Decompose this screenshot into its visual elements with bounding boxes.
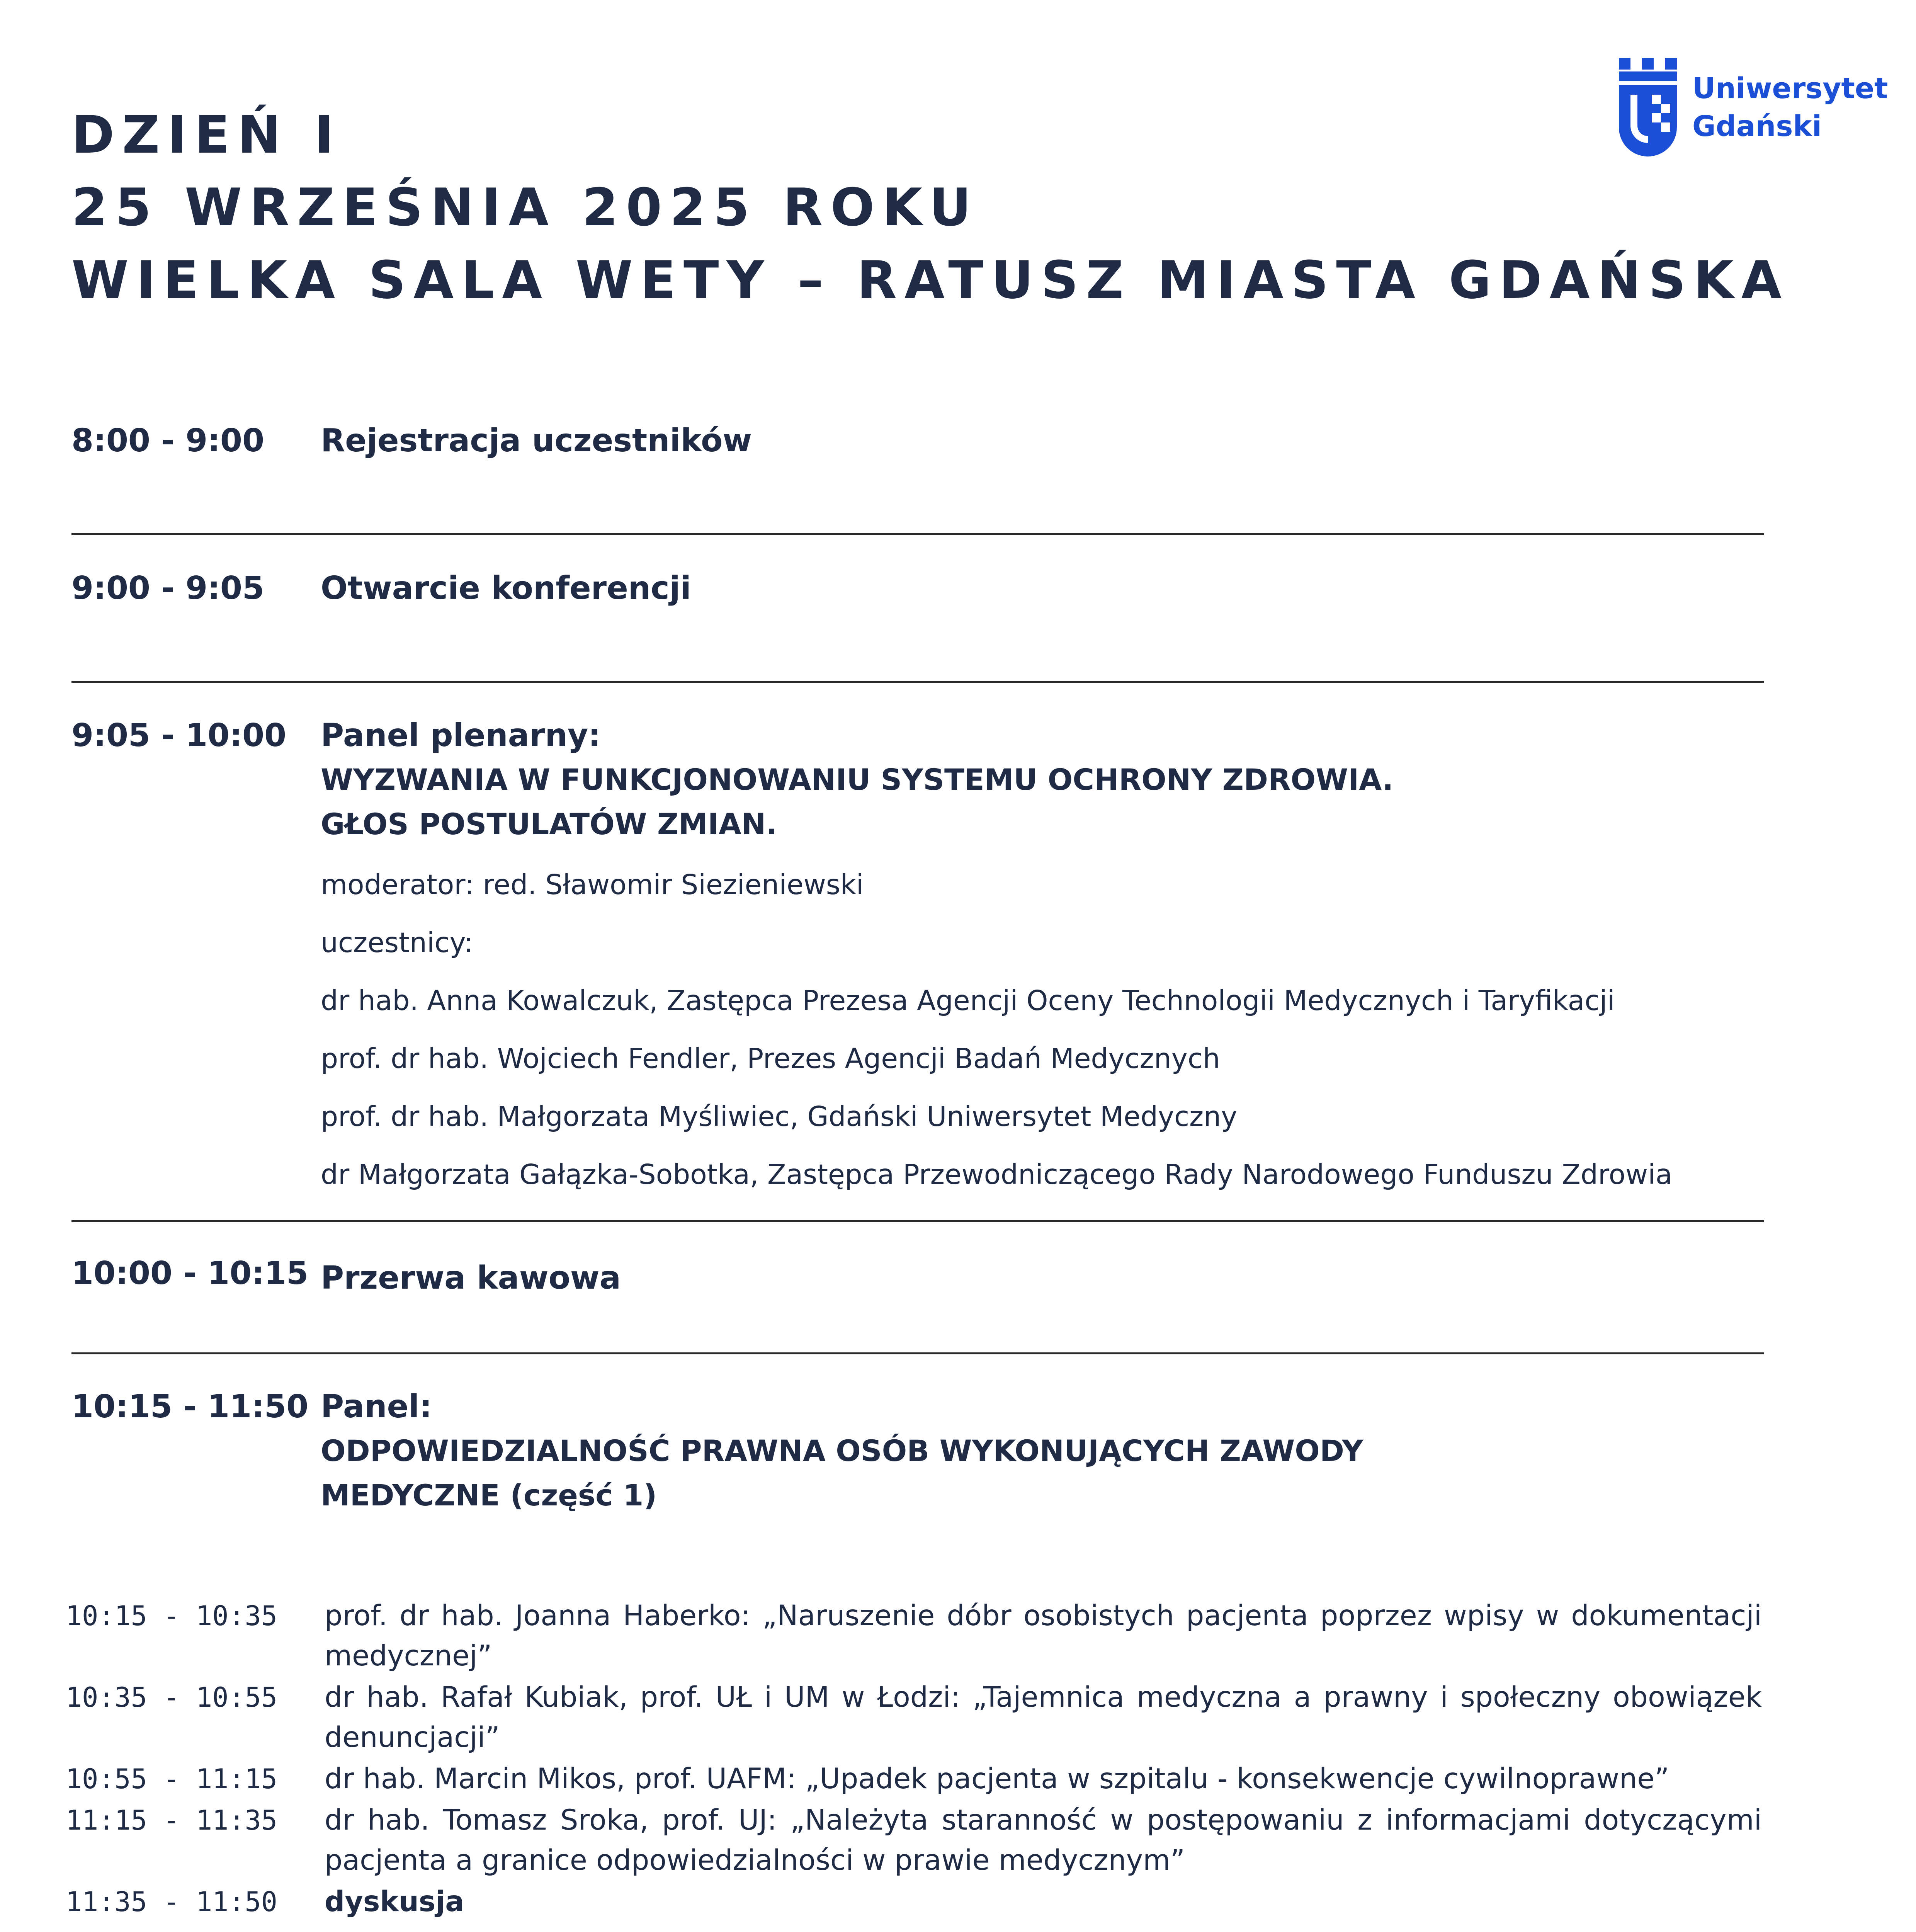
schedule-title: Panel plenarny:	[321, 717, 601, 754]
talk-text: dr hab. Rafał Kubiak, prof. UŁ i UM w Łodzi: „Tajemnica medyczna a prawny i społeczny obowiązek denuncjacji”	[325, 1681, 1762, 1754]
talk-text: prof. dr hab. Joanna Haberko: „Naruszenie dóbr osobistych pacjenta poprzez wpisy w dokumentacji medycznej”	[325, 1599, 1762, 1672]
participant-line: dr Małgorzata Gałązka-Sobotka, Zastępca Przewodniczącego Rady Narodowego Funduszu Zdrowia	[321, 1158, 1673, 1190]
schedule-title: Rejestracja uczestników	[321, 422, 752, 459]
divider	[71, 1220, 1764, 1222]
university-crest-icon	[1615, 58, 1681, 166]
participants-label: uczestnicy:	[321, 927, 473, 959]
talk-list	[66, 1596, 1766, 1923]
schedule-time: 10:00 - 10:15	[71, 1255, 309, 1292]
logo-line-1: Uniwersytet	[1692, 72, 1888, 105]
date-title: 25 WRZEŚNIA 2025 ROKU	[71, 177, 979, 238]
venue-title: WIELKA SALA WETY – RATUSZ MIASTA GDAŃSKA	[71, 250, 1789, 310]
schedule-time: 9:00 - 9:05	[71, 570, 265, 607]
participant-line: prof. dr hab. Wojciech Fendler, Prezes Agencji Badań Medycznych	[321, 1043, 1220, 1075]
talk-item	[66, 1677, 1766, 1758]
schedule-title: Otwarcie konferencji	[321, 570, 691, 607]
talk-text: dr hab. Tomasz Sroka, prof. UJ: „Należyta staranność w postępowaniu z informacjami dotyczącymi pacjenta a granice odpowiedzialności w prawie medycznym”	[325, 1804, 1762, 1877]
divider	[71, 681, 1764, 683]
panel-heading-line: WYZWANIA W FUNKCJONOWANIU SYSTEMU OCHRONY ZDROWIA.	[321, 762, 1394, 797]
talk-item	[66, 1596, 1766, 1676]
participant-line: dr hab. Anna Kowalczuk, Zastępca Prezesa Agencji Oceny Technologii Medycznych i Taryfikacji	[321, 985, 1615, 1017]
talk-time: 11:15 - 11:35	[66, 1804, 277, 1836]
talk-item	[66, 1759, 1766, 1799]
schedule-time: 8:00 - 9:00	[71, 422, 265, 459]
day-title: DZIEŃ I	[71, 105, 342, 165]
discussion-label: dyskusja	[325, 1885, 464, 1918]
schedule-title: Przerwa kawowa	[321, 1260, 621, 1296]
talk-time: 10:15 - 10:35	[66, 1600, 277, 1632]
panel-heading-line: ODPOWIEDZIALNOŚĆ PRAWNA OSÓB WYKONUJĄCYCH ZAWODY	[321, 1434, 1363, 1468]
talk-time: 11:35 - 11:50	[66, 1886, 277, 1918]
logo-text	[1692, 70, 1888, 145]
divider	[71, 533, 1764, 535]
talk-time: 10:35 - 10:55	[66, 1682, 277, 1713]
schedule-time: 9:05 - 10:00	[71, 717, 287, 754]
talk-time: 10:55 - 11:15	[66, 1763, 277, 1795]
participant-line: prof. dr hab. Małgorzata Myśliwiec, Gdański Uniwersytet Medyczny	[321, 1100, 1238, 1133]
logo-line-2: Gdański	[1692, 110, 1822, 143]
moderator-line: moderator: red. Sławomir Siezieniewski	[321, 869, 864, 901]
schedule-time: 10:15 - 11:50	[71, 1388, 309, 1425]
panel-heading-line: GŁOS POSTULATÓW ZMIAN.	[321, 807, 777, 841]
talk-item	[66, 1882, 1766, 1922]
schedule-title: Panel:	[321, 1388, 432, 1425]
talk-text: dr hab. Marcin Mikos, prof. UAFM: „Upadek pacjenta w szpitalu - konsekwencje cywilnoprawne”	[325, 1762, 1669, 1795]
talk-item	[66, 1800, 1766, 1881]
panel-heading-line: MEDYCZNE (część 1)	[321, 1478, 657, 1512]
university-logo	[1615, 58, 1888, 166]
divider	[71, 1352, 1764, 1354]
